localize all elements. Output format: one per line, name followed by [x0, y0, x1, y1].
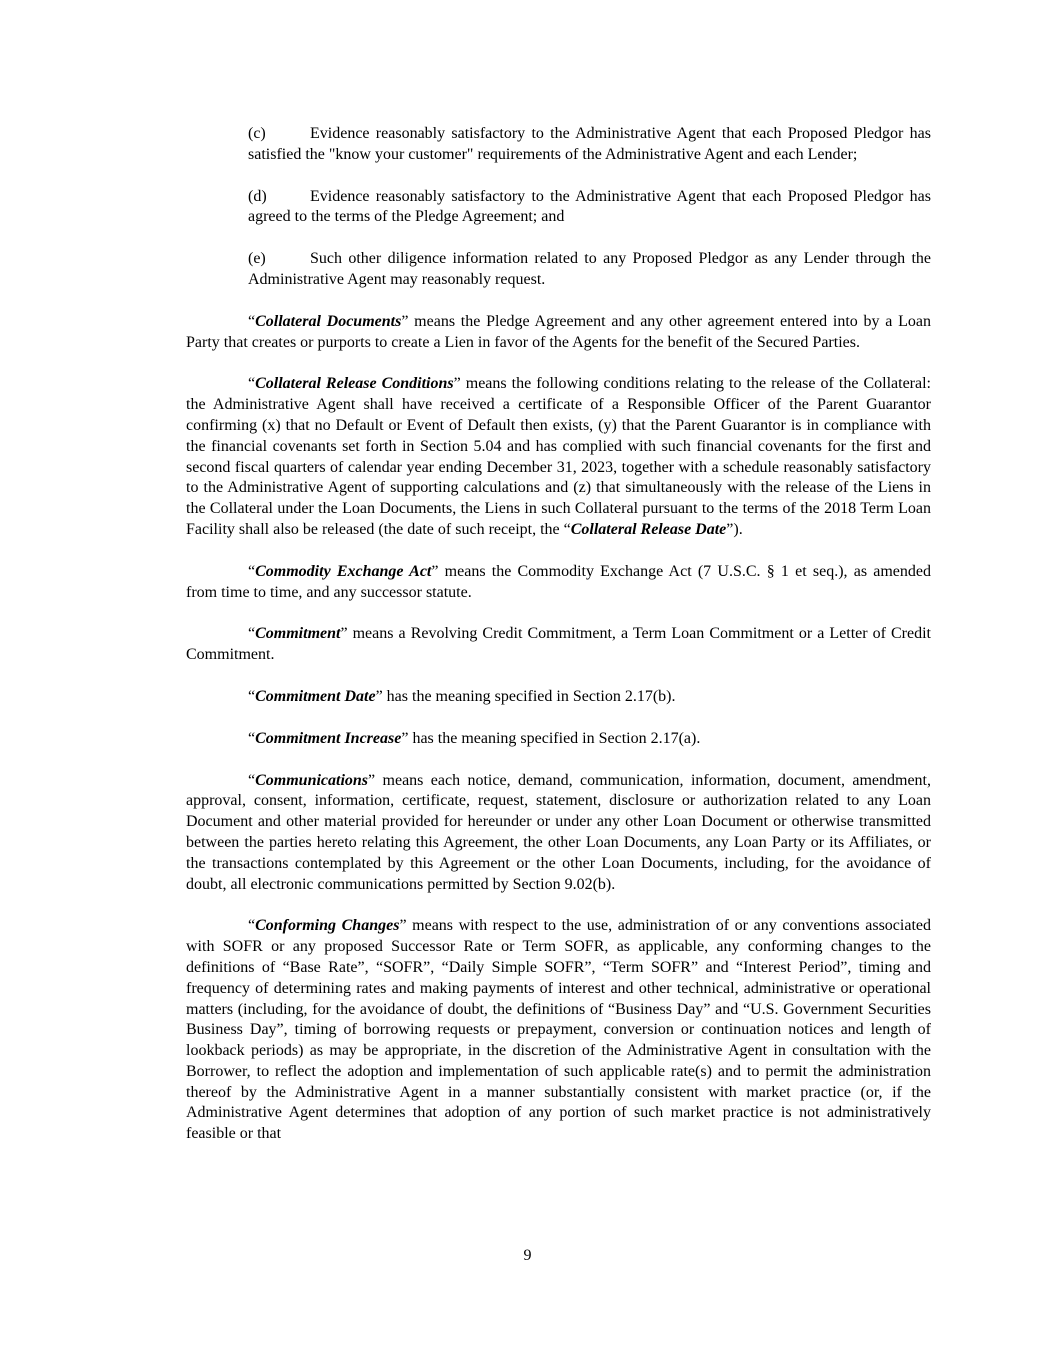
- open-quote: “: [248, 771, 256, 789]
- defined-term: Commitment Date: [255, 687, 376, 705]
- definition-text: ” means the following conditions relating to the release of the Collateral: the Administrative Agent shall have received a certificate of a Responsible Officer of the Parent Guarantor confirming (x) that no Default or Event of Default then exists, (y) that the Parent Guarantor is in compliance with the financial covenants set forth in Section 5.04 and has complied with such financial covenants for the first and second fiscal quarters of calendar year ending December 31, 2023, together with a schedule reasonably satisfactory to the Administrative Agent of supporting calculations and (z) that simultaneously with the release of the Liens in the Collateral under the Loan Documents, the Liens in such Collateral pursuant to the terms of the 2018 Term Loan Facility shall also be released (the date of such receipt, the “: [186, 375, 931, 538]
- definition-text: ” means the Commodity Exchange Act (7 U.S.C. § 1 et seq.), as amended from time to time, and any successor statute.: [186, 562, 931, 601]
- subclause-d: [248, 187, 931, 229]
- definition-collateral-release-conditions: [186, 374, 931, 540]
- open-quote: “: [248, 687, 256, 705]
- definition-text: ” means each notice, demand, communication, information, document, amendment, approval, consent, information, certificate, request, statement, disclosure or authorization related to any Loan Document and other material provided for hereunder or under any other Loan Document or otherwise transmitted between the parties hereto relating this Agreement, the other Loan Documents, any Loan Party or its Affiliates, or the transactions contemplated by this Agreement or the other Loan Documents, including, for the avoidance of doubt, all electronic communications permitted by Section 9.02(b).: [186, 771, 931, 893]
- defined-term: Communications: [255, 771, 369, 789]
- open-quote: “: [248, 917, 256, 935]
- subclause-marker: (e): [248, 250, 266, 268]
- definition-commodity-exchange-act: [186, 562, 931, 604]
- defined-term: Commitment Increase: [255, 729, 402, 747]
- subclause-text: Evidence reasonably satisfactory to the Administrative Agent that each Proposed Pledgor has satisfied the "know your customer" requirements of the Administrative Agent and each Lender;: [248, 125, 931, 163]
- definition-text: ” means the Pledge Agreement and any other agreement entered into by a Loan Party that creates or purports to create a Lien in favor of the Agents for the benefit of the Secured Parties.: [186, 312, 932, 351]
- page-body: [186, 124, 931, 1166]
- definition-commitment-increase: [186, 729, 931, 750]
- open-quote: “: [248, 729, 256, 747]
- defined-term-inline: Collateral Release Date: [570, 520, 727, 538]
- open-quote: “: [248, 562, 256, 580]
- definition-text: ” has the meaning specified in Section 2.17(b).: [375, 687, 676, 705]
- open-quote: “: [248, 375, 256, 393]
- open-quote: “: [248, 312, 256, 330]
- defined-term: Conforming Changes: [255, 917, 400, 935]
- subclause-marker: (c): [248, 125, 266, 142]
- subclause-c: [248, 124, 931, 166]
- defined-term: Commodity Exchange Act: [255, 562, 432, 580]
- definition-conforming-changes: [186, 916, 931, 1145]
- definition-commitment: [186, 624, 931, 666]
- defined-term: Commitment: [255, 625, 341, 643]
- definition-communications: [186, 771, 931, 896]
- open-quote: “: [248, 625, 256, 643]
- definition-collateral-documents: [186, 312, 931, 354]
- definition-text: ” has the meaning specified in Section 2.17(a).: [401, 729, 701, 747]
- definition-text: ” means with respect to the use, administration of or any conventions associated with SOFR or any proposed Successor Rate or Term SOFR, as applicable, any conforming changes to the definitions of “Base Rate”, “SOFR”, “Daily Simple SOFR”, “Term SOFR” and “Interest Period”, timing and frequency of determining rates and making payments of interest and other technical, administrative or operational matters (including, for the avoidance of doubt, the definitions of “Business Day” and “U.S. Government Securities Business Day”, timing of borrowing requests or prepayment, conversion or continuation notices and length of lookback periods) as may be appropriate, in the discretion of the Administrative Agent in consultation with the Borrower, to reflect the adoption and implementation of such applicable rate(s) and to permit the administration thereof by the Administrative Agent in a manner substantially consistent with market practice (or, if the Administrative Agent determines that adoption of any portion of such market practice is not administratively feasible or that: [186, 917, 931, 1143]
- defined-term: Collateral Release Conditions: [255, 375, 454, 393]
- subclause-e: [248, 249, 931, 291]
- definition-tail: ”).: [726, 520, 743, 538]
- subclause-text: Such other diligence information related to any Proposed Pledgor as any Lender through the Administrative Agent may reasonably request.: [248, 250, 931, 288]
- definition-commitment-date: [186, 687, 931, 708]
- subclause-text: Evidence reasonably satisfactory to the Administrative Agent that each Proposed Pledgor has agreed to the terms of the Pledge Agreement; and: [248, 187, 931, 226]
- definition-text: ” means a Revolving Credit Commitment, a Term Loan Commitment or a Letter of Credit Commitment.: [186, 625, 931, 664]
- defined-term: Collateral Documents: [255, 312, 402, 330]
- subclause-marker: (d): [248, 187, 267, 205]
- page-number: 9: [523, 1247, 532, 1264]
